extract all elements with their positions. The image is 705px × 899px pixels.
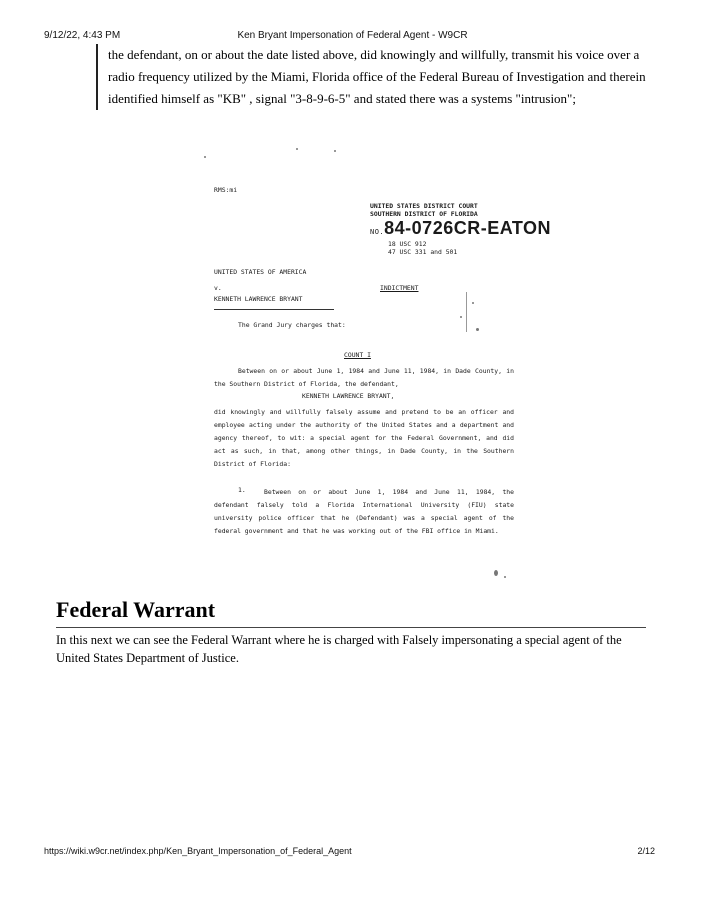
plaintiff-name: UNITED STATES OF AMERICA [214, 268, 307, 276]
section-paragraph: In this next we can see the Federal Warrant where he is charged with Falsely impersonating a special agent of the United States Department of Justice. [56, 633, 622, 665]
statute-1: 18 USC 912 [388, 240, 427, 248]
defendant-name: KENNETH LAWRENCE BRYANT [214, 295, 334, 310]
blockquote-charge [96, 44, 668, 110]
count-heading: COUNT I [344, 351, 371, 359]
document-type: INDICTMENT [380, 284, 419, 292]
count-paragraph-1: Between on or about June 1, 1984 and June 11, 1984, in Dade County, in the Southern District of Florida, the defendant, [214, 367, 514, 388]
filed-mark: RMS:mi [214, 186, 238, 194]
court-name-line1: UNITED STATES DISTRICT COURT [370, 202, 478, 210]
scanned-indictment [198, 168, 552, 588]
case-number-value: 84-0726 [384, 218, 454, 238]
statute-2: 47 USC 331 and 501 [388, 248, 458, 256]
case-number-suffix: CR-EATON [453, 218, 552, 238]
item-1-number: 1. [238, 486, 246, 494]
quote-text: the defendant, on or about the date listed above, did knowingly and willfully, transmit his voice over a radio frequency utilized by the Miami, Florida office of the Federal Bureau of Investigation and therein identified himself as "KB" , signal "3-8-9-6-5" and stated there was a systems "intrusion"; [108, 47, 646, 106]
grand-jury-line: The Grand Jury charges that: [238, 321, 346, 329]
case-no-label: NO. [370, 228, 385, 236]
defendant-name-centered: KENNETH LAWRENCE BRYANT, [302, 392, 395, 400]
print-page-title: Ken Bryant Impersonation of Federal Agent - W9CR [237, 30, 468, 41]
item-1-text: Between on or about June 1, 1984 and June 11, 1984, the defendant falsely told a Florida International University (FIU) state university police officer that he (Defendant) was a special agent of the federal government and that he was working out of the FBI office in Miami. [214, 488, 514, 535]
print-datetime: 9/12/22, 4:43 PM [44, 30, 121, 41]
print-footer-url: https://wiki.w9cr.net/index.php/Ken_Bryant_Impersonation_of_Federal_Agent [44, 846, 352, 856]
court-name-line2: SOUTHERN DISTRICT OF FLORIDA [370, 210, 478, 218]
section-heading-federal-warrant: Federal Warrant [56, 597, 646, 628]
print-page-number: 2/12 [637, 846, 655, 856]
case-number [370, 218, 551, 239]
count-paragraph-2: did knowingly and willfully falsely assume and pretend to be an officer and employee acting under the authority of the United States and a department and agency thereof, to wit: a special agent for the Federal Government, and did act as such, in that, among other things, in Dade County, in the Southern District of Florida: [214, 408, 514, 468]
versus-mark: v. [214, 284, 222, 292]
